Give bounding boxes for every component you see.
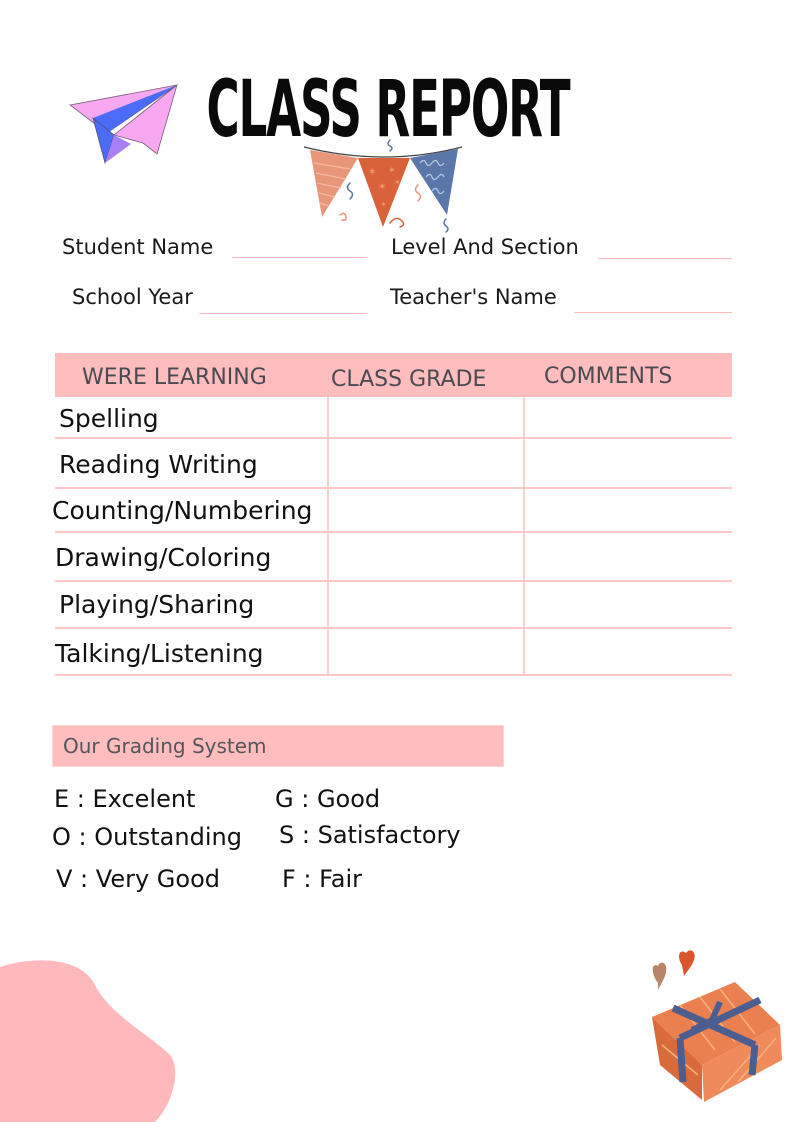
svg-text:✶: ✶ bbox=[380, 200, 387, 209]
level-and-section-label: Level And Section bbox=[391, 235, 579, 259]
teachers-name-field[interactable] bbox=[574, 312, 732, 313]
grade-legend-item: F : Fair bbox=[282, 865, 362, 893]
svg-text:✶: ✶ bbox=[388, 166, 396, 176]
row-subject: Spelling bbox=[59, 404, 159, 433]
row-subject: Drawing/Coloring bbox=[55, 543, 272, 572]
page-title-text: CLASS REPORT bbox=[206, 65, 570, 155]
grade-legend-item: G : Good bbox=[275, 785, 381, 813]
table-row-divider bbox=[55, 674, 732, 676]
school-year-label: School Year bbox=[72, 285, 193, 309]
bunting-flags-icon bbox=[290, 135, 480, 235]
svg-text:✶: ✶ bbox=[394, 178, 401, 187]
grade-cell[interactable] bbox=[329, 489, 523, 531]
column-header-comments: COMMENTS bbox=[544, 364, 673, 389]
paper-plane-icon bbox=[65, 78, 185, 173]
row-subject: Playing/Sharing bbox=[59, 590, 255, 619]
student-name-field[interactable] bbox=[232, 257, 367, 258]
comment-cell[interactable] bbox=[525, 533, 732, 580]
svg-text:✶: ✶ bbox=[378, 182, 387, 193]
grade-legend-item: O : Outstanding bbox=[52, 823, 242, 851]
pink-blob-shape bbox=[0, 955, 180, 1122]
grade-legend-item: E : Excelent bbox=[54, 785, 196, 813]
column-header-class-grade: CLASS GRADE bbox=[331, 367, 487, 392]
comment-cell[interactable] bbox=[525, 489, 732, 531]
comment-cell[interactable] bbox=[525, 629, 732, 674]
grade-cell[interactable] bbox=[329, 533, 523, 580]
row-subject: Talking/Listening bbox=[55, 639, 264, 668]
grade-legend-item: S : Satisfactory bbox=[279, 821, 461, 849]
grade-legend-item: V : Very Good bbox=[56, 865, 220, 893]
row-subject: Reading Writing bbox=[59, 450, 258, 479]
row-subject: Counting/Numbering bbox=[52, 496, 313, 525]
grading-system-title: Our Grading System bbox=[63, 734, 267, 758]
teachers-name-label: Teacher's Name bbox=[390, 285, 557, 309]
comment-cell[interactable] bbox=[525, 582, 732, 627]
comment-cell[interactable] bbox=[525, 398, 732, 437]
grade-cell[interactable] bbox=[329, 439, 523, 487]
grade-cell[interactable] bbox=[329, 629, 523, 674]
grade-cell[interactable] bbox=[329, 582, 523, 627]
grade-cell[interactable] bbox=[329, 398, 523, 437]
svg-text:✶: ✶ bbox=[368, 167, 377, 178]
column-header-were-learning: WERE LEARNING bbox=[82, 365, 267, 390]
student-name-label: Student Name bbox=[62, 235, 214, 259]
school-year-field[interactable] bbox=[199, 313, 367, 314]
level-and-section-field[interactable] bbox=[598, 258, 732, 259]
comment-cell[interactable] bbox=[525, 439, 732, 487]
gift-box-with-hearts-icon bbox=[640, 950, 790, 1110]
